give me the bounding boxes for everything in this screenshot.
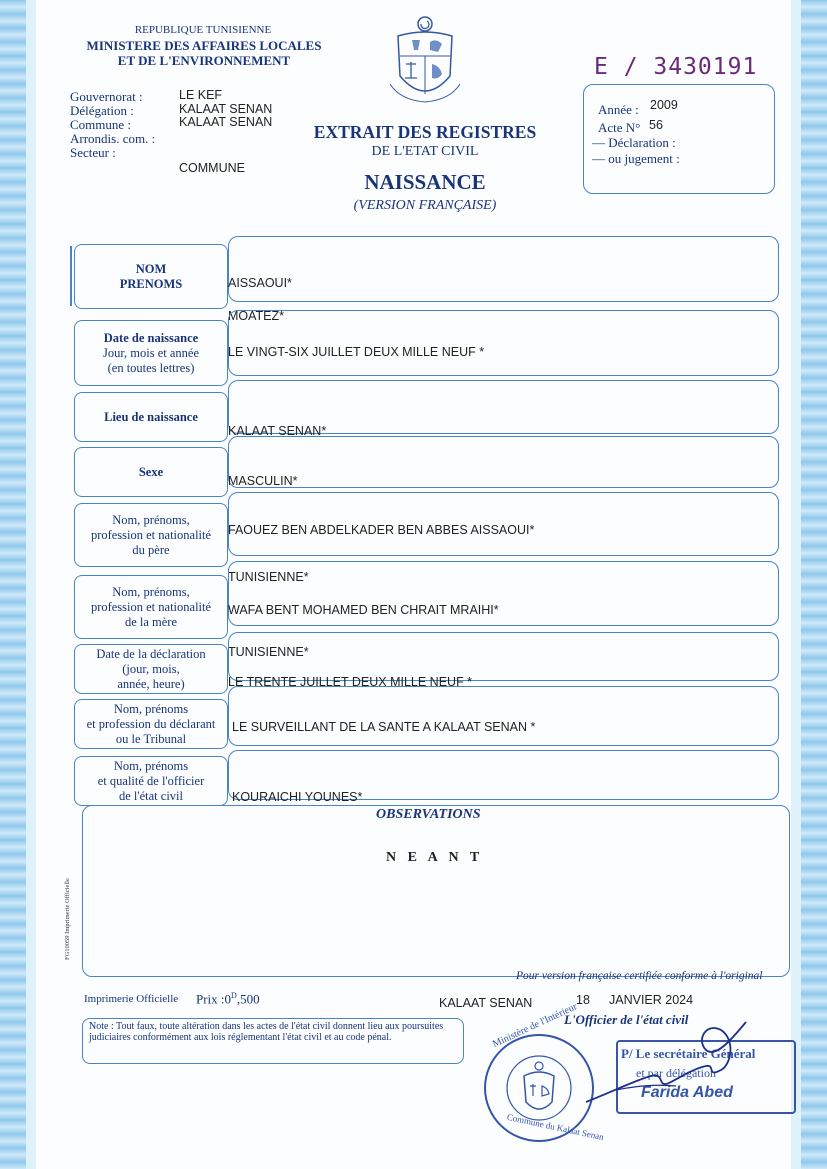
- declarant-label-line-2: et profession du déclarant: [86, 716, 216, 731]
- declaration-date-label-cell: [74, 644, 228, 694]
- issue-month-year: JANVIER 2024: [609, 993, 694, 1007]
- prenoms-label: PRENOMS: [119, 276, 183, 291]
- prenom-value: MOATEZ*: [228, 309, 285, 323]
- acte-value: 56: [649, 118, 663, 132]
- officier-label-line-2: et qualité de l'officier: [97, 773, 205, 788]
- pere-label-line-1: Nom, prénoms,: [112, 512, 190, 527]
- officier-value: KOURAICHI YOUNES*: [232, 790, 363, 804]
- declaration-date-value: LE TRENTE JUILLET DEUX MILLE NEUF *: [228, 675, 473, 689]
- handwritten-signature: [556, 1010, 756, 1110]
- seal-ring-top: Ministère de l'Intérieur: [491, 1001, 579, 1050]
- declaration-label: — Déclaration :: [592, 135, 676, 150]
- right-decorative-border: [791, 0, 827, 1169]
- left-decorative-border: [0, 0, 36, 1169]
- issue-place: KALAAT SENAN: [439, 996, 533, 1010]
- document-title: EXTRAIT DES REGISTRES: [313, 122, 537, 142]
- sexe-value-cell: [228, 436, 779, 488]
- mere-label-cell: [74, 575, 228, 639]
- birth-certificate-page: [36, 0, 791, 1169]
- declarant-label-line-3: ou le Tribunal: [115, 731, 187, 746]
- observations-box: [82, 805, 790, 977]
- pere-value: FAOUEZ BEN ABDELKADER BEN ABBES AISSAOUI*: [228, 523, 535, 537]
- officier-label-line-3: de l'état civil: [118, 788, 184, 803]
- gouvernorat-label: Gouvernorat :: [70, 89, 143, 104]
- declaration-date-label-line-1: Date de la déclaration: [96, 646, 206, 661]
- delegation-value: KALAAT SENAN: [179, 101, 273, 116]
- coat-of-arms-emblem: [390, 14, 460, 104]
- nom-label: NOM: [135, 261, 167, 276]
- legal-note: Note : Tout faux, toute altération dans les actes de l'état civil donnent lieu aux poursuites judiciaires conformément aux lois réglementant l'état civil et au code pénal.: [89, 1021, 444, 1043]
- secteur-value: COMMUNE: [179, 161, 245, 175]
- date-naissance-sublabel-2: (en toutes lettres): [107, 360, 195, 375]
- annee-value: 2009: [650, 98, 678, 112]
- mere-nationalite: TUNISIENNE*: [228, 645, 309, 659]
- ministry-line-2: ET DE L'ENVIRONNEMENT: [117, 53, 291, 68]
- date-naissance-label-cell: [74, 320, 228, 386]
- prix-rest: ,500: [236, 991, 260, 1007]
- declarant-value-cell: [228, 686, 779, 746]
- officer-title: L'Officier de l'état civil: [564, 1012, 689, 1027]
- delegation-label: Délégation :: [70, 103, 134, 118]
- declarant-label-line-1: Nom, prénoms: [113, 701, 189, 716]
- declaration-date-label-line-3: année, heure): [117, 676, 185, 691]
- commune-value: KALAAT SENAN: [179, 115, 273, 129]
- etat-civil-subtitle: DE L'ETAT CIVIL: [371, 144, 479, 159]
- certified-note: Pour version française certifiée conforme à l'original: [516, 970, 763, 982]
- annee-label: Année :: [598, 102, 639, 117]
- act-type-title: NAISSANCE: [364, 170, 486, 194]
- signature-name: Farida Abed: [641, 1084, 733, 1101]
- declarant-label-cell: [74, 699, 228, 749]
- table-edge-line: [70, 246, 72, 306]
- ministry-name: [64, 38, 344, 68]
- serial-number: E / 3430191: [594, 54, 758, 80]
- officier-label-line-1: Nom, prénoms: [113, 758, 189, 773]
- declaration-date-value-cell: [228, 632, 779, 681]
- ministry-line-1: MINISTERE DES AFFAIRES LOCALES: [86, 38, 322, 53]
- sexe-label-cell: [74, 447, 228, 497]
- pere-nationalite: TUNISIENNE*: [228, 570, 309, 584]
- prix-label: [196, 989, 260, 1006]
- printer-side-note: FG10059 Imprimerie Officielle: [64, 878, 71, 960]
- lieu-naissance-label-cell: [74, 392, 228, 442]
- pere-label-line-2: profession et nationalité: [90, 527, 212, 542]
- sexe-value: MASCULIN*: [228, 474, 298, 488]
- sexe-label: Sexe: [138, 464, 164, 479]
- mere-value: WAFA BENT MOHAMED BEN CHRAIT MRAIHI*: [228, 603, 499, 617]
- declarant-value: LE SURVEILLANT DE LA SANTE A KALAAT SENAN *: [232, 720, 536, 734]
- jugement-label: — ou jugement :: [592, 151, 680, 166]
- pere-label-line-3: du père: [132, 542, 170, 557]
- prix-sup: D: [231, 991, 237, 1000]
- secteur-label: Secteur :: [70, 145, 116, 160]
- nom-prenoms-label-cell: [74, 244, 228, 309]
- republic-label: REPUBLIQUE TUNISIENNE: [134, 24, 272, 36]
- admin-labels: [70, 90, 180, 160]
- observations-value: N E A N T: [386, 850, 484, 865]
- signature-line-1: P/ Le secrétaire Général: [621, 1046, 756, 1061]
- date-naissance-value: LE VINGT-SIX JUILLET DEUX MILLE NEUF *: [228, 345, 485, 359]
- issue-day: 18: [576, 993, 590, 1007]
- declaration-date-label-line-2: (jour, mois,: [122, 661, 180, 676]
- commune-label: Commune :: [70, 117, 132, 132]
- gouvernorat-value: LE KEF: [179, 88, 223, 102]
- imprimerie-label: Imprimerie Officielle: [84, 993, 179, 1005]
- date-naissance-label: Date de naissance: [103, 330, 199, 345]
- lieu-naissance-value: KALAAT SENAN*: [228, 424, 327, 438]
- acte-label: Acte N°: [598, 120, 641, 135]
- mere-label-line-3: de la mère: [124, 614, 178, 629]
- nom-value: AISSAOUI*: [228, 276, 292, 290]
- nom-value-cell: [228, 236, 779, 302]
- date-naissance-sublabel-1: Jour, mois et année: [102, 345, 199, 360]
- date-naissance-value-cell: [228, 310, 779, 376]
- mere-label-line-2: profession et nationalité: [90, 599, 212, 614]
- officier-label-cell: [74, 756, 228, 806]
- prix-main: Prix :0: [196, 991, 232, 1007]
- lieu-naissance-label: Lieu de naissance: [104, 409, 198, 424]
- seal-ring-bottom: Commune du Kalaat Senan: [506, 1111, 605, 1143]
- mere-label-line-1: Nom, prénoms,: [112, 584, 190, 599]
- arrondis-label: Arrondis. com. :: [70, 131, 156, 146]
- pere-label-cell: [74, 503, 228, 567]
- observations-title: OBSERVATIONS: [376, 807, 481, 822]
- admin-values: [179, 89, 272, 130]
- version-label: (VERSION FRANÇAISE): [353, 198, 497, 213]
- signature-line-2: et par délégation: [636, 1066, 716, 1080]
